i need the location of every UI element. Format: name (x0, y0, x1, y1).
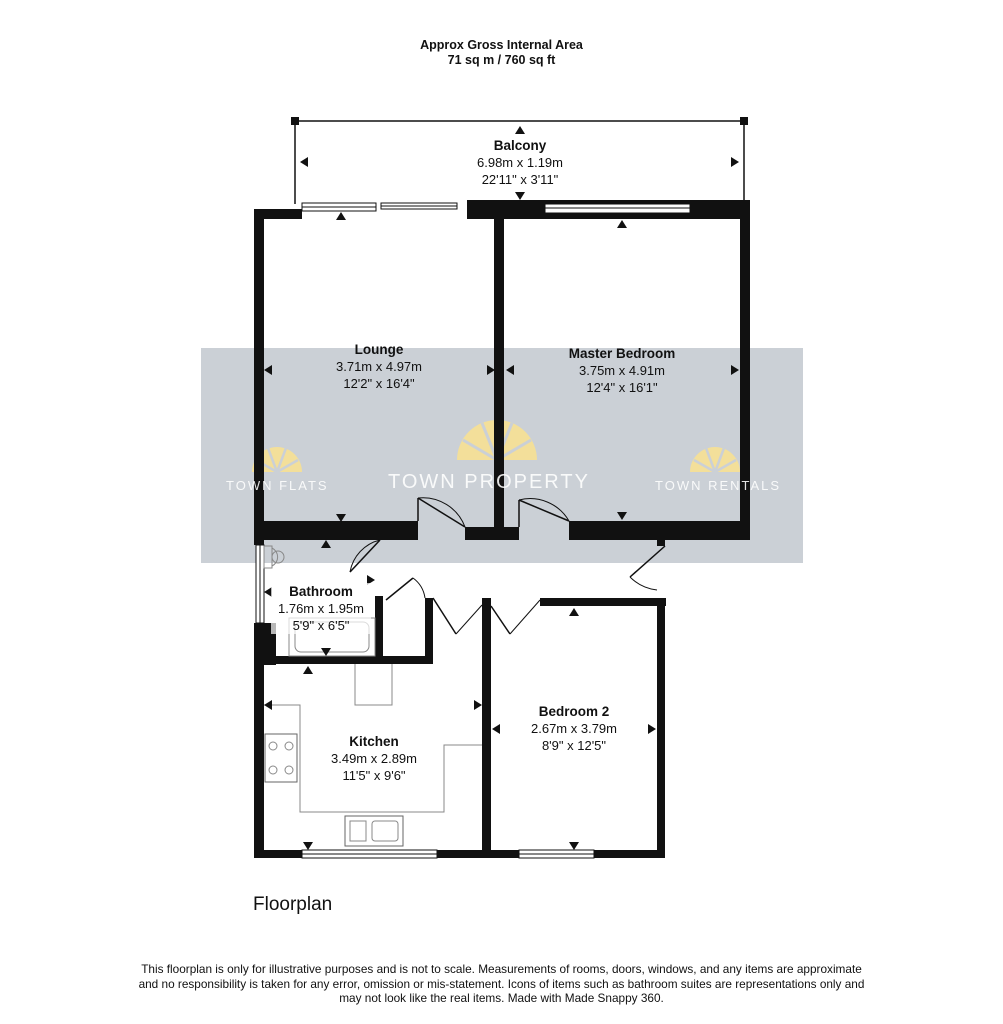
room-imperial: 12'2" x 16'4" (343, 376, 415, 391)
watermark-center-text: TOWN PROPERTY (388, 471, 590, 493)
room-name: Master Bedroom (568, 346, 676, 361)
disclaimer-line-1: This floorplan is only for illustrative purposes and is not to scale. Measurements of rooms, doors, windows, and any items are approximate (141, 962, 862, 976)
disclaimer-line-2: and no responsibility is taken for any error, omission or mis-statement. Icons of items such as bathroom suites are representations only and (138, 976, 865, 991)
room-imperial: 22'11" x 3'11" (481, 172, 559, 187)
room-name: Balcony (493, 138, 547, 153)
floorplan-label: Floorplan (253, 894, 333, 915)
room-name: Kitchen (349, 734, 399, 749)
room-label-kitchen (294, 733, 454, 784)
disclaimer (120, 962, 883, 1006)
room-metric: 6.98m x 1.19m (477, 155, 563, 170)
room-label-lounge (279, 341, 479, 392)
room-name: Lounge (354, 342, 404, 357)
room-metric: 3.71m x 4.97m (336, 359, 422, 374)
room-name: Bathroom (289, 584, 353, 599)
area-value: 71 sq m / 760 sq ft (447, 53, 556, 67)
room-name: Bedroom 2 (538, 704, 610, 719)
room-label-bedroom-2 (494, 703, 654, 754)
room-label-bathroom (271, 583, 371, 634)
watermark-right-text: TOWN RENTALS (655, 478, 782, 493)
room-imperial: 5'9" x 6'5" (292, 618, 350, 633)
room-label-master-bedroom (522, 345, 722, 396)
room-metric: 3.75m x 4.91m (579, 363, 665, 378)
room-metric: 3.49m x 2.89m (331, 751, 417, 766)
disclaimer-line-3: may not look like the real items. Made with Made Snappy 360. (339, 991, 664, 1005)
room-imperial: 12'4" x 16'1" (586, 380, 658, 395)
watermark-left-text: TOWN FLATS (226, 478, 329, 493)
room-metric: 2.67m x 3.79m (531, 721, 617, 736)
room-metric: 1.76m x 1.95m (278, 601, 364, 616)
room-imperial: 8'9" x 12'5" (541, 738, 607, 753)
room-label-balcony (420, 137, 620, 188)
room-imperial: 11'5" x 9'6" (342, 768, 406, 783)
area-title: Approx Gross Internal Area (420, 38, 583, 52)
